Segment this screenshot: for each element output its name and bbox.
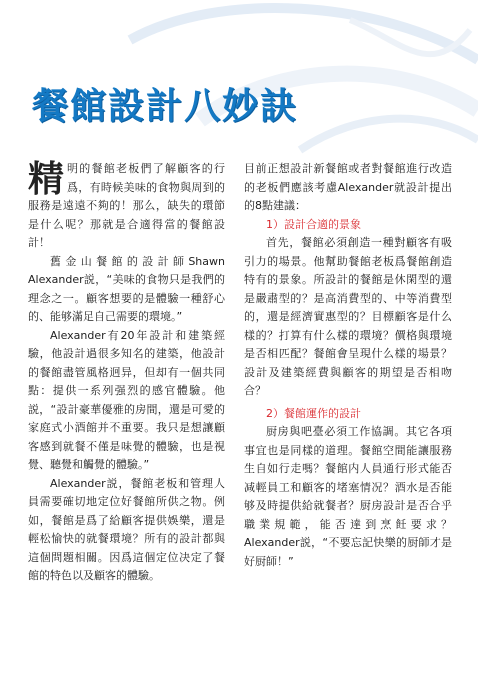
intro-paragraph: 目前正想設計新餐館或者對餐館進行改造的老板們應該考慮Alexander就設計提出的8點建議： — [244, 162, 452, 212]
right-column — [244, 160, 452, 571]
drop-cap: 精 — [28, 158, 65, 200]
section-1-heading: 1）設計合適的景象 — [266, 217, 361, 231]
section-2-body: 厨房與吧臺必須工作協調。其它各項事宜也是同樣的道理。餐館空間能讓服務生自如行走嗎？餐館内人員通行形式能否减輕員工和顧客的堵塞情况？酒水是否能够及時提供給就餐者？厨房設計是否合乎職業規範，能否達到烹飪要求？Alexander説，“不要忘記快樂的厨師才是好厨師！” — [244, 425, 452, 568]
left-column — [28, 160, 225, 586]
section-2-heading: 2）餐館運作的設計 — [266, 406, 361, 420]
paragraph-intro — [28, 160, 225, 253]
paragraph-1-text: 明的餐館老板們了解顧客的行爲，有時候美味的食物與周到的服務是遠遠不夠的！那么，缺失的環節是什么呢？那就是合適得當的餐館設計！ — [28, 162, 225, 249]
section-1-body: 首先，餐館必須創造一種對顧客有吸引力的場景。他幫助餐館老板爲餐館創造特有的景象。所設計的餐館是休閑型的還是嚴肅型的？是高消費型的、中等消費型的，還是經濟實惠型的？目標顧客是什么樣的？打算有什么樣的環境？價格與環境是否相匹配？餐館會呈現什么樣的場景？設計及建築經費與顧客的期望是否相吻合？ — [244, 236, 452, 397]
paragraph-3: Alexander有20年設計和建築經驗，他設計過很多知名的建築，他設計的餐館盡管風格迥异，但却有一個共同點：提供一系列强烈的感官體驗。他説，“設計豪華優雅的房間，還是可愛的家庭式小酒館并不重要。我只是想讓顧客感到就餐不僅是味覺的體驗，也是視覺、聽覺和觸覺的體驗。” — [28, 328, 225, 471]
paragraph-2: 舊金山餐館的設計師Shawn Alexander説，“美味的食物只是我們的理念之一。顧客想要的是體驗一種舒心的、能够滿足自己需要的環境。” — [28, 254, 225, 323]
page-title: 餐館設計八妙訣 — [32, 85, 299, 127]
paragraph-4: Alexander説，餐館老板和管理人員需要確切地定位好餐館所供之物。例如，餐館是爲了給顧客提供娛樂，還是輕松愉快的就餐環境？所有的設計都與這個問題相關。因爲這個定位决定了餐館的特色以及顧客的體驗。 — [28, 476, 225, 582]
